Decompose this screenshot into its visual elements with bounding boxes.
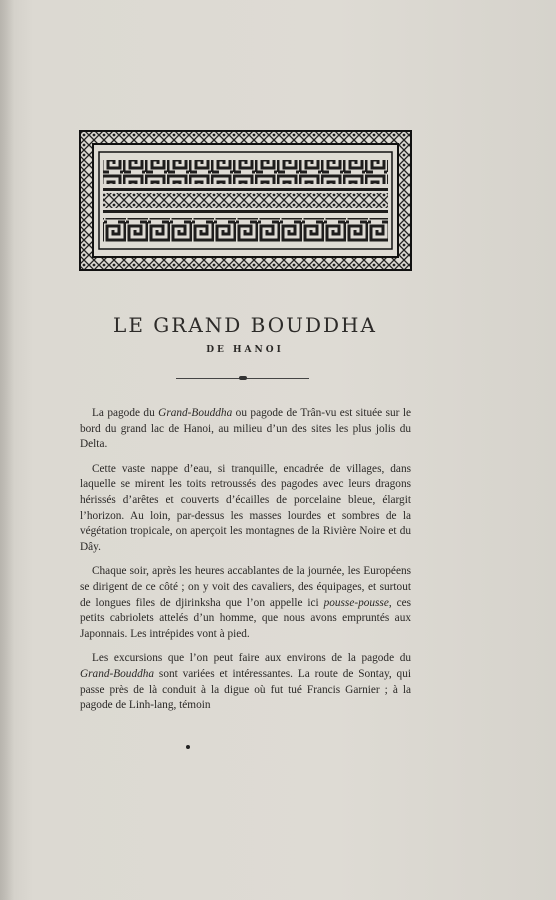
paragraph-3-text-a: Chaque soir, après les heures accablantes de la journée, les Européens se dirigent de ce côté ; on y voit des cavaliers, des équipages, et surtout de longues files de djirinksha que l’on appelle ici — [80, 565, 411, 609]
paragraph-1-text-a: La pagode du — [92, 407, 159, 419]
paragraph-3-text-b: , ces petits cabriolets attelés d’un homme, que nous avons empruntés aux Japonnais. Les intrépides vont à pied. — [80, 596, 412, 640]
divider-ornament — [239, 376, 247, 380]
paragraph-1-text-b: ou pagode de Trân-vu est située sur le bord du grand lac de Hanoi, au milieu d’un des sites les plus jolis du Delta. — [80, 407, 411, 451]
paragraph-4-text-a: Les excursions que l’on peut faire aux environs de la pagode du — [92, 652, 411, 665]
paragraph-4 — [80, 651, 411, 713]
paragraph-4-italic: Grand-Bouddha — [80, 667, 155, 680]
page-subtitle: DE HANOI — [206, 345, 284, 355]
page-title: LE GRAND BOUDDHA — [113, 313, 377, 337]
paragraph-1-italic: Grand-Bouddha — [158, 407, 233, 419]
ink-speck — [186, 745, 190, 749]
greek-key-ornament — [79, 130, 412, 271]
paragraph-4-text-b: sont variées et intéressantes. La route de Sontay, qui passe près de là conduit à la digue où fut tué Francis Garnier ; à la pagode de Linh-lang, témoin — [80, 667, 411, 712]
paragraph-2: Cette vaste nappe d’eau, si tranquille, encadrée de villages, dans laquelle se mirent les toits retroussés des pagodes avec leurs dragons hérissés d’arêtes et couverts d’écailles de porcelaine bleue, élargit l’horizon. Au loin, par-dessus les masses lourdes et sombres de la végétation tropicale, on aperçoit les montagnes de la Rivière Noire et du Dây. — [80, 462, 411, 553]
body-text — [80, 406, 411, 723]
paragraph-1 — [80, 406, 411, 453]
paragraph-3-italic: pousse-pousse — [323, 596, 389, 609]
paragraph-3 — [80, 564, 411, 642]
